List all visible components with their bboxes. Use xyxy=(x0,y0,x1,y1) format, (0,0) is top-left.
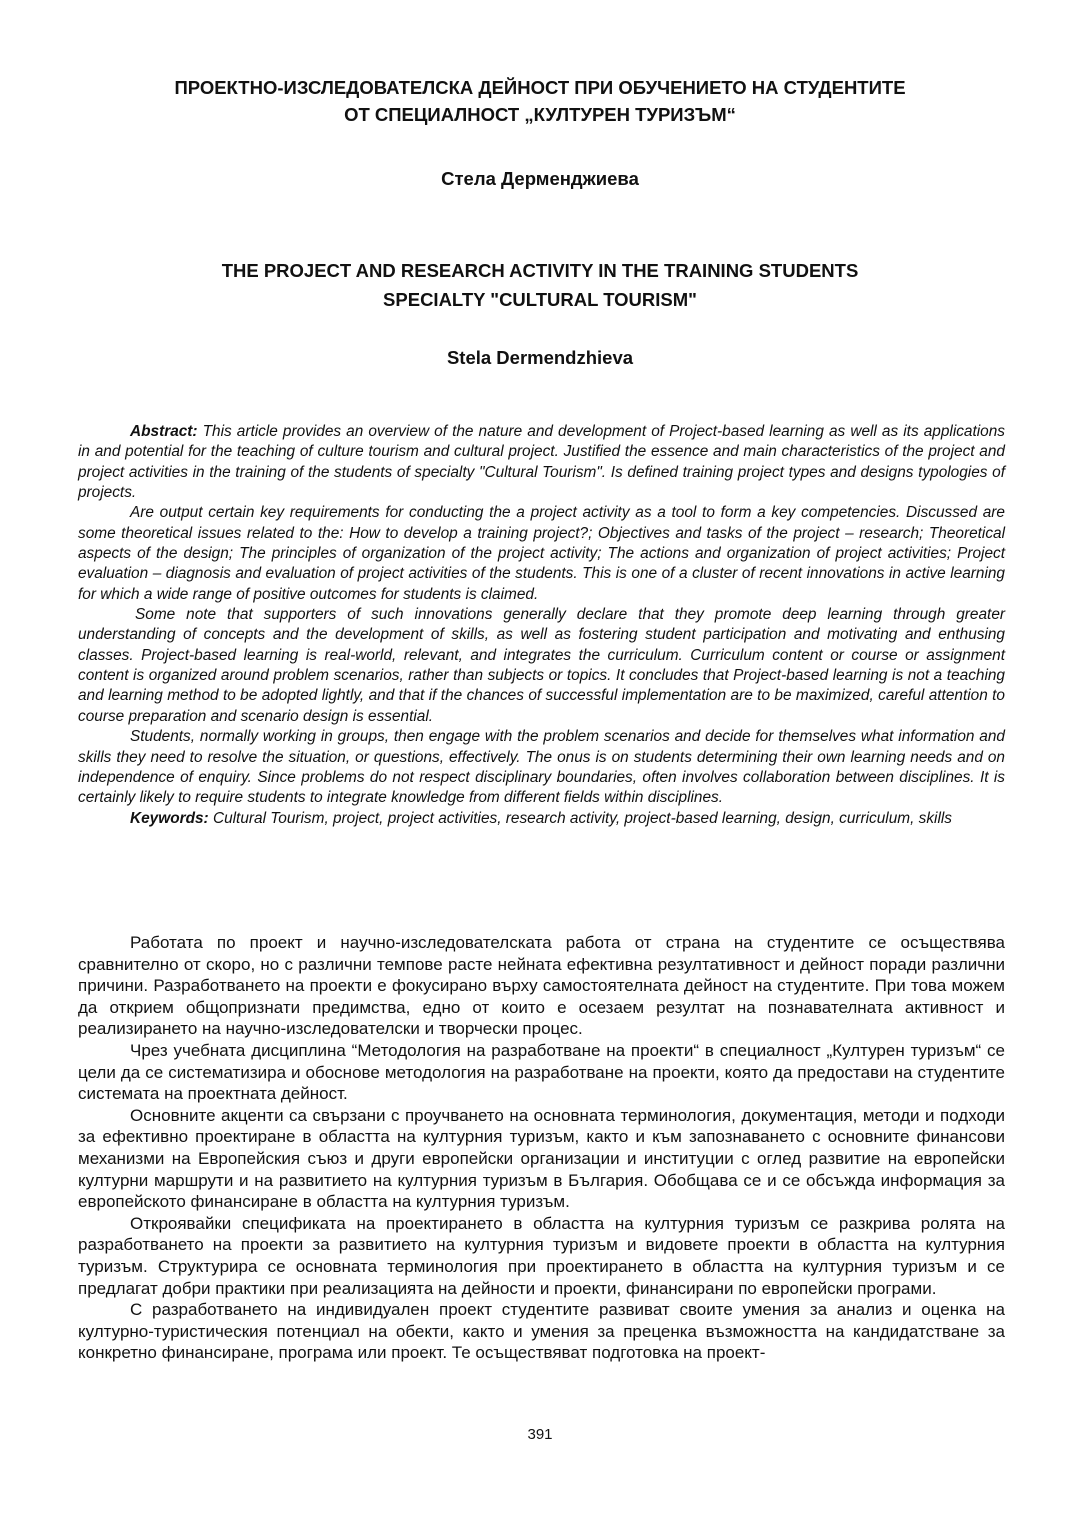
author-english: Stela Dermendzhieva xyxy=(446,347,634,368)
title-english-line-1: THE PROJECT AND RESEARCH ACTIVITY IN THE TRAINING STUDENTS xyxy=(221,260,859,281)
author-bulgarian: Стела Дерменджиева xyxy=(441,168,639,189)
abstract-paragraph-2: Are output certain key requirements for conducting the a project activity as a tool to form a key competencies. Discussed are some theoretical issues related to the: How to develop a training project?; Objectives and tasks of the project – research; Theoretical aspects of the design; The principles of organization of the project activity; The actions and organization of project activities; Project evaluation – diagnosis and evaluation of project activities of the students. This is one of a cluster of recent innovations in active learning for which a wide range of positive outcomes for students is claimed. xyxy=(78,504,1005,603)
abstract-paragraph-1 xyxy=(78,422,1005,503)
title-english xyxy=(80,256,1000,314)
abstract-paragraph-4: Students, normally working in groups, then engage with the problem scenarios and decide for themselves what information and skills they need to resolve the situation, or questions, effectively. The onus is on students determining their own learning needs and on independence of enquiry. Since problems do not respect disciplinary boundaries, often involves collaboration between disciplines. It is certainly likely to require students to integrate knowledge from different fields within disciplines. xyxy=(78,728,1005,807)
keywords xyxy=(78,809,1005,829)
body-paragraph-2: Чрез учебната дисциплина “Методология на разработване на проекти“ в специалност „Културен туризъм“ се цели да се систематизира и обоснове методология на разработване на проекти, която да предостави на студентите системата на проектната дейност. xyxy=(78,1040,1005,1104)
title-bulgarian-line-2: ОТ СПЕЦИАЛНОСТ „КУЛТУРЕН ТУРИЗЪМ“ xyxy=(344,104,736,125)
abstract-paragraph-3: Some note that supporters of such innovations generally declare that they promote deep learning through greater understanding of concepts and the development of skills, as well as fostering student participation and motivating and enthusing classes. Project-based learning is real-world, relevant, and integrates the curriculum. Curriculum content or course or assignment content is organized around problem scenarios, rather than subjects or topics. It concludes that Project-based learning is not a teaching and learning method to be adopted lightly, and that if the chances of successful implementation are to be maximized, careful attention to course preparation and scenario design is essential. xyxy=(78,606,1005,725)
body-text xyxy=(78,932,1005,1364)
body-paragraph-4: Откроявайки спецификата на проектирането в областта на културния туризъм се разкрива ролята на разработването на проекти за развитието на културния туризъм и видовете проекти в областта на културния туризъм. Структурира се основната терминология при проектирането в областта на културния туризъм и се предлагат добри практики при реализацията на дейности и проекти, финансирани по европейски програми. xyxy=(78,1213,1005,1298)
page-number: 391 xyxy=(527,1426,553,1443)
title-english-line-2: SPECIALTY "CULTURAL TOURISM" xyxy=(383,289,697,310)
body-paragraph-1: Работата по проект и научно-изследователската работа от страна на студентите се осъществява сравнително от скоро, но с различни темпове расте нейната ефективна резултативност и дейност поради различни причини. Разработването на проекти е фокусирано върху самостоятелната дейност на студентите. При това можем да открием общопризнати предимства, едно от които е осезаем резултат на познавателната активност и реализирането на научно-изследователски и творчески процес. xyxy=(78,933,1005,1039)
title-bulgarian-line-1: ПРОЕКТНО-ИЗСЛЕДОВАТЕЛСКА ДЕЙНОСТ ПРИ ОБУЧЕНИЕТО НА СТУДЕНТИТЕ xyxy=(174,77,906,98)
body-paragraph-3: Основните акценти са свързани с проучването на основната терминология, документация, методи и подходи за ефективно проектиране в областта на културния туризъм, както и към запознаването с основните финансови механизми на Европейския съюз и други европейски организации и институции с оглед развитие на европейски културни маршрути и на развитието на културния туризъм в България. Обобщава се и се обсъжда информация за европейското финансиране в областта на културния туризъм. xyxy=(78,1105,1005,1212)
abstract xyxy=(78,422,1005,829)
title-bulgarian xyxy=(80,74,1000,128)
abstract-label: Abstract: xyxy=(130,423,198,440)
keywords-label: Keywords: xyxy=(130,809,209,827)
abstract-text-1: This article provides an overview of the nature and development of Project-based learning as well as its applications in and potential for the teaching of culture tourism and cultural project. Justified the essence and main characteristics of the project and project activities in the training of the students of specialty "Cultural Tourism". Is defined training project types and designs typologies of projects. xyxy=(78,423,1005,502)
body-paragraph-5: С разработването на индивидуален проект студентите развиват своите умения за анализ и оценка на културно-туристическия потенциал на обекти, както и умения за преценка възможността на кандидатстване за конкретно финансиране, програма или проект. Те осъществяват подготовка на проект- xyxy=(78,1300,1005,1363)
keywords-text: Cultural Tourism, project, project activities, research activity, project-based learning, design, curriculum, skills xyxy=(208,809,952,827)
